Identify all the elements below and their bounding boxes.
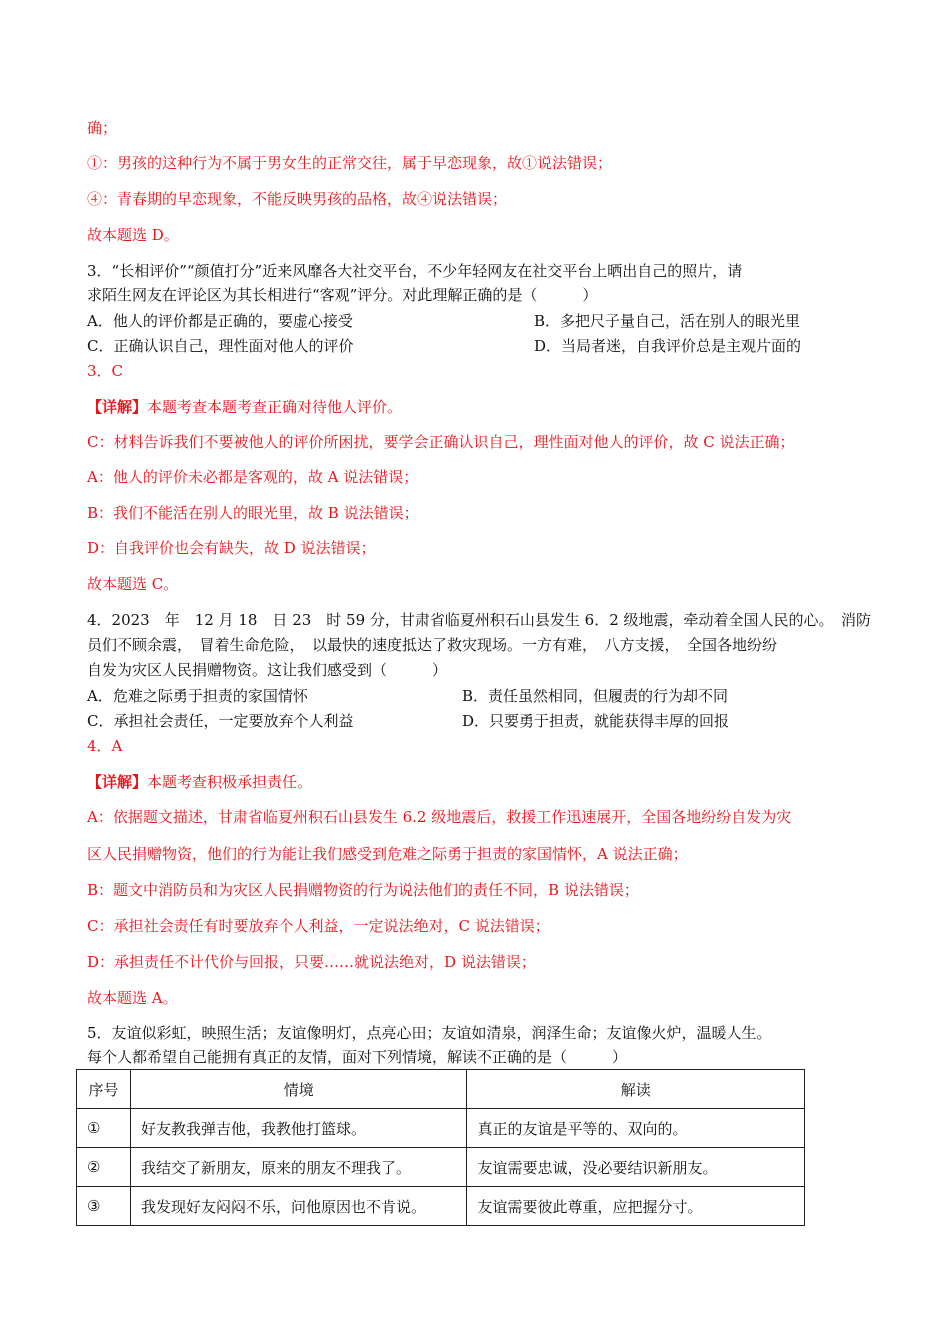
q3-option-b: B．多把尺子量自己，活在别人的眼光里 [534, 312, 801, 330]
q3-option-a: A．他人的评价都是正确的，要虚心接受 [87, 312, 353, 330]
table-cell-situation: 我结交了新朋友，原来的朋友不理我了。 [130, 1148, 467, 1187]
detail-text: 本题考查本题考查正确对待他人评价。 [147, 398, 403, 416]
q3-answer: 3．C [87, 362, 124, 380]
table-header-row [77, 1070, 805, 1109]
table-row [77, 1109, 805, 1148]
q3-detail [87, 397, 402, 417]
table-cell-interpretation: 真正的友谊是平等的、双向的。 [467, 1109, 805, 1148]
detail-text: 本题考查积极承担责任。 [147, 773, 313, 791]
q4-explanation-a: 区人民捐赠物资，他们的行为能让我们感受到危难之际勇于担责的家国情怀，A 说法正确； [87, 845, 688, 863]
q4-stem: 4．2023 年 12 月 18 日 23 时 59 分，甘肃省临夏州积石山县发生 6．2 级地震，牵动着全国人民的心。 消防 [87, 611, 872, 629]
q2-explanation-line: 确； [87, 119, 118, 137]
table-header-interpretation: 解读 [467, 1070, 805, 1109]
q3-conclusion: 故本题选 C。 [87, 575, 179, 593]
q5-stem: 每个人都希望自己能拥有真正的友情，面对下列情境，解读不正确的是（ ） [87, 1048, 628, 1066]
q4-explanation-d: D：承担责任不计代价与回报，只要……就说法绝对，D 说法错误； [87, 953, 536, 971]
q4-option-a: A．危难之际勇于担责的家国情怀 [87, 687, 308, 705]
q3-explanation-b: B：我们不能活在别人的眼光里，故 B 说法错误； [87, 504, 419, 522]
q4-explanation-b: B：题文中消防员和为灾区人民捐赠物资的行为说法他们的责任不同，B 说法错误； [87, 881, 639, 899]
table-cell-number: ① [77, 1109, 131, 1148]
table-header-number: 序号 [77, 1070, 131, 1109]
q4-option-c: C．承担社会责任，一定要放弃个人利益 [87, 712, 354, 730]
table-row [77, 1187, 805, 1226]
table-row [77, 1148, 805, 1187]
q4-explanation-a: A：依据题文描述，甘肃省临夏州积石山县发生 6.2 级地震后，救援工作迅速展开，全国各地纷纷自发为灾 [87, 808, 792, 826]
q3-explanation-d: D：自我评价也会有缺失，故 D 说法错误； [87, 539, 376, 557]
q5-table [76, 1069, 805, 1226]
table-header-situation: 情境 [130, 1070, 467, 1109]
table-cell-number: ② [77, 1148, 131, 1187]
table-cell-number: ③ [77, 1187, 131, 1226]
detail-tag: 【详解】 [87, 398, 148, 416]
q4-option-d: D．只要勇于担责，就能获得丰厚的回报 [462, 712, 730, 730]
q2-conclusion: 故本题选 D。 [87, 226, 179, 244]
q4-option-b: B．责任虽然相同，但履责的行为却不同 [462, 687, 729, 705]
q3-option-c: C．正确认识自己，理性面对他人的评价 [87, 337, 354, 355]
q3-explanation-a: A：他人的评价未必都是客观的，故 A 说法错误； [87, 468, 419, 486]
q4-conclusion: 故本题选 A。 [87, 989, 178, 1007]
table-cell-situation: 我发现好友闷闷不乐，问他原因也不肯说。 [130, 1187, 467, 1226]
q2-explanation-line: ④：青春期的早恋现象，不能反映男孩的品格，故④说法错误； [87, 190, 508, 208]
q3-explanation-c: C：材料告诉我们不要被他人的评价所困扰，要学会正确认识自己，理性面对他人的评价，故 C 说法正确； [87, 433, 795, 451]
q4-stem: 员们不顾余震， 冒着生命危险， 以最快的速度抵达了救灾现场。一方有难， 八方支援， 全国各地纷纷 [87, 636, 778, 654]
q3-stem: 求陌生网友在评论区为其长相进行“客观”评分。对此理解正确的是（ ） [87, 286, 598, 304]
q2-explanation-line: ①：男孩的这种行为不属于男女生的正常交往，属于早恋现象，故①说法错误； [87, 154, 613, 172]
q4-stem: 自发为灾区人民捐赠物资。这让我们感受到（ ） [87, 661, 448, 679]
q4-detail [87, 772, 312, 792]
detail-tag: 【详解】 [87, 773, 148, 791]
table-cell-interpretation: 友谊需要忠诚，没必要结识新朋友。 [467, 1148, 805, 1187]
q4-explanation-c: C：承担社会责任有时要放弃个人利益，一定说法绝对，C 说法错误； [87, 917, 550, 935]
q4-answer: 4．A [87, 737, 123, 755]
q3-stem: 3．“长相评价”“颜值打分”近来风靡各大社交平台，不少年轻网友在社交平台上晒出自己的照片，请 [87, 262, 743, 280]
table-cell-situation: 好友教我弹吉他，我教他打篮球。 [130, 1109, 467, 1148]
q5-stem: 5．友谊似彩虹，映照生活；友谊像明灯，点亮心田；友谊如清泉，润泽生命；友谊像火炉，温暖人生。 [87, 1024, 772, 1042]
q3-option-d: D．当局者迷，自我评价总是主观片面的 [534, 337, 802, 355]
table-cell-interpretation: 友谊需要彼此尊重，应把握分寸。 [467, 1187, 805, 1226]
